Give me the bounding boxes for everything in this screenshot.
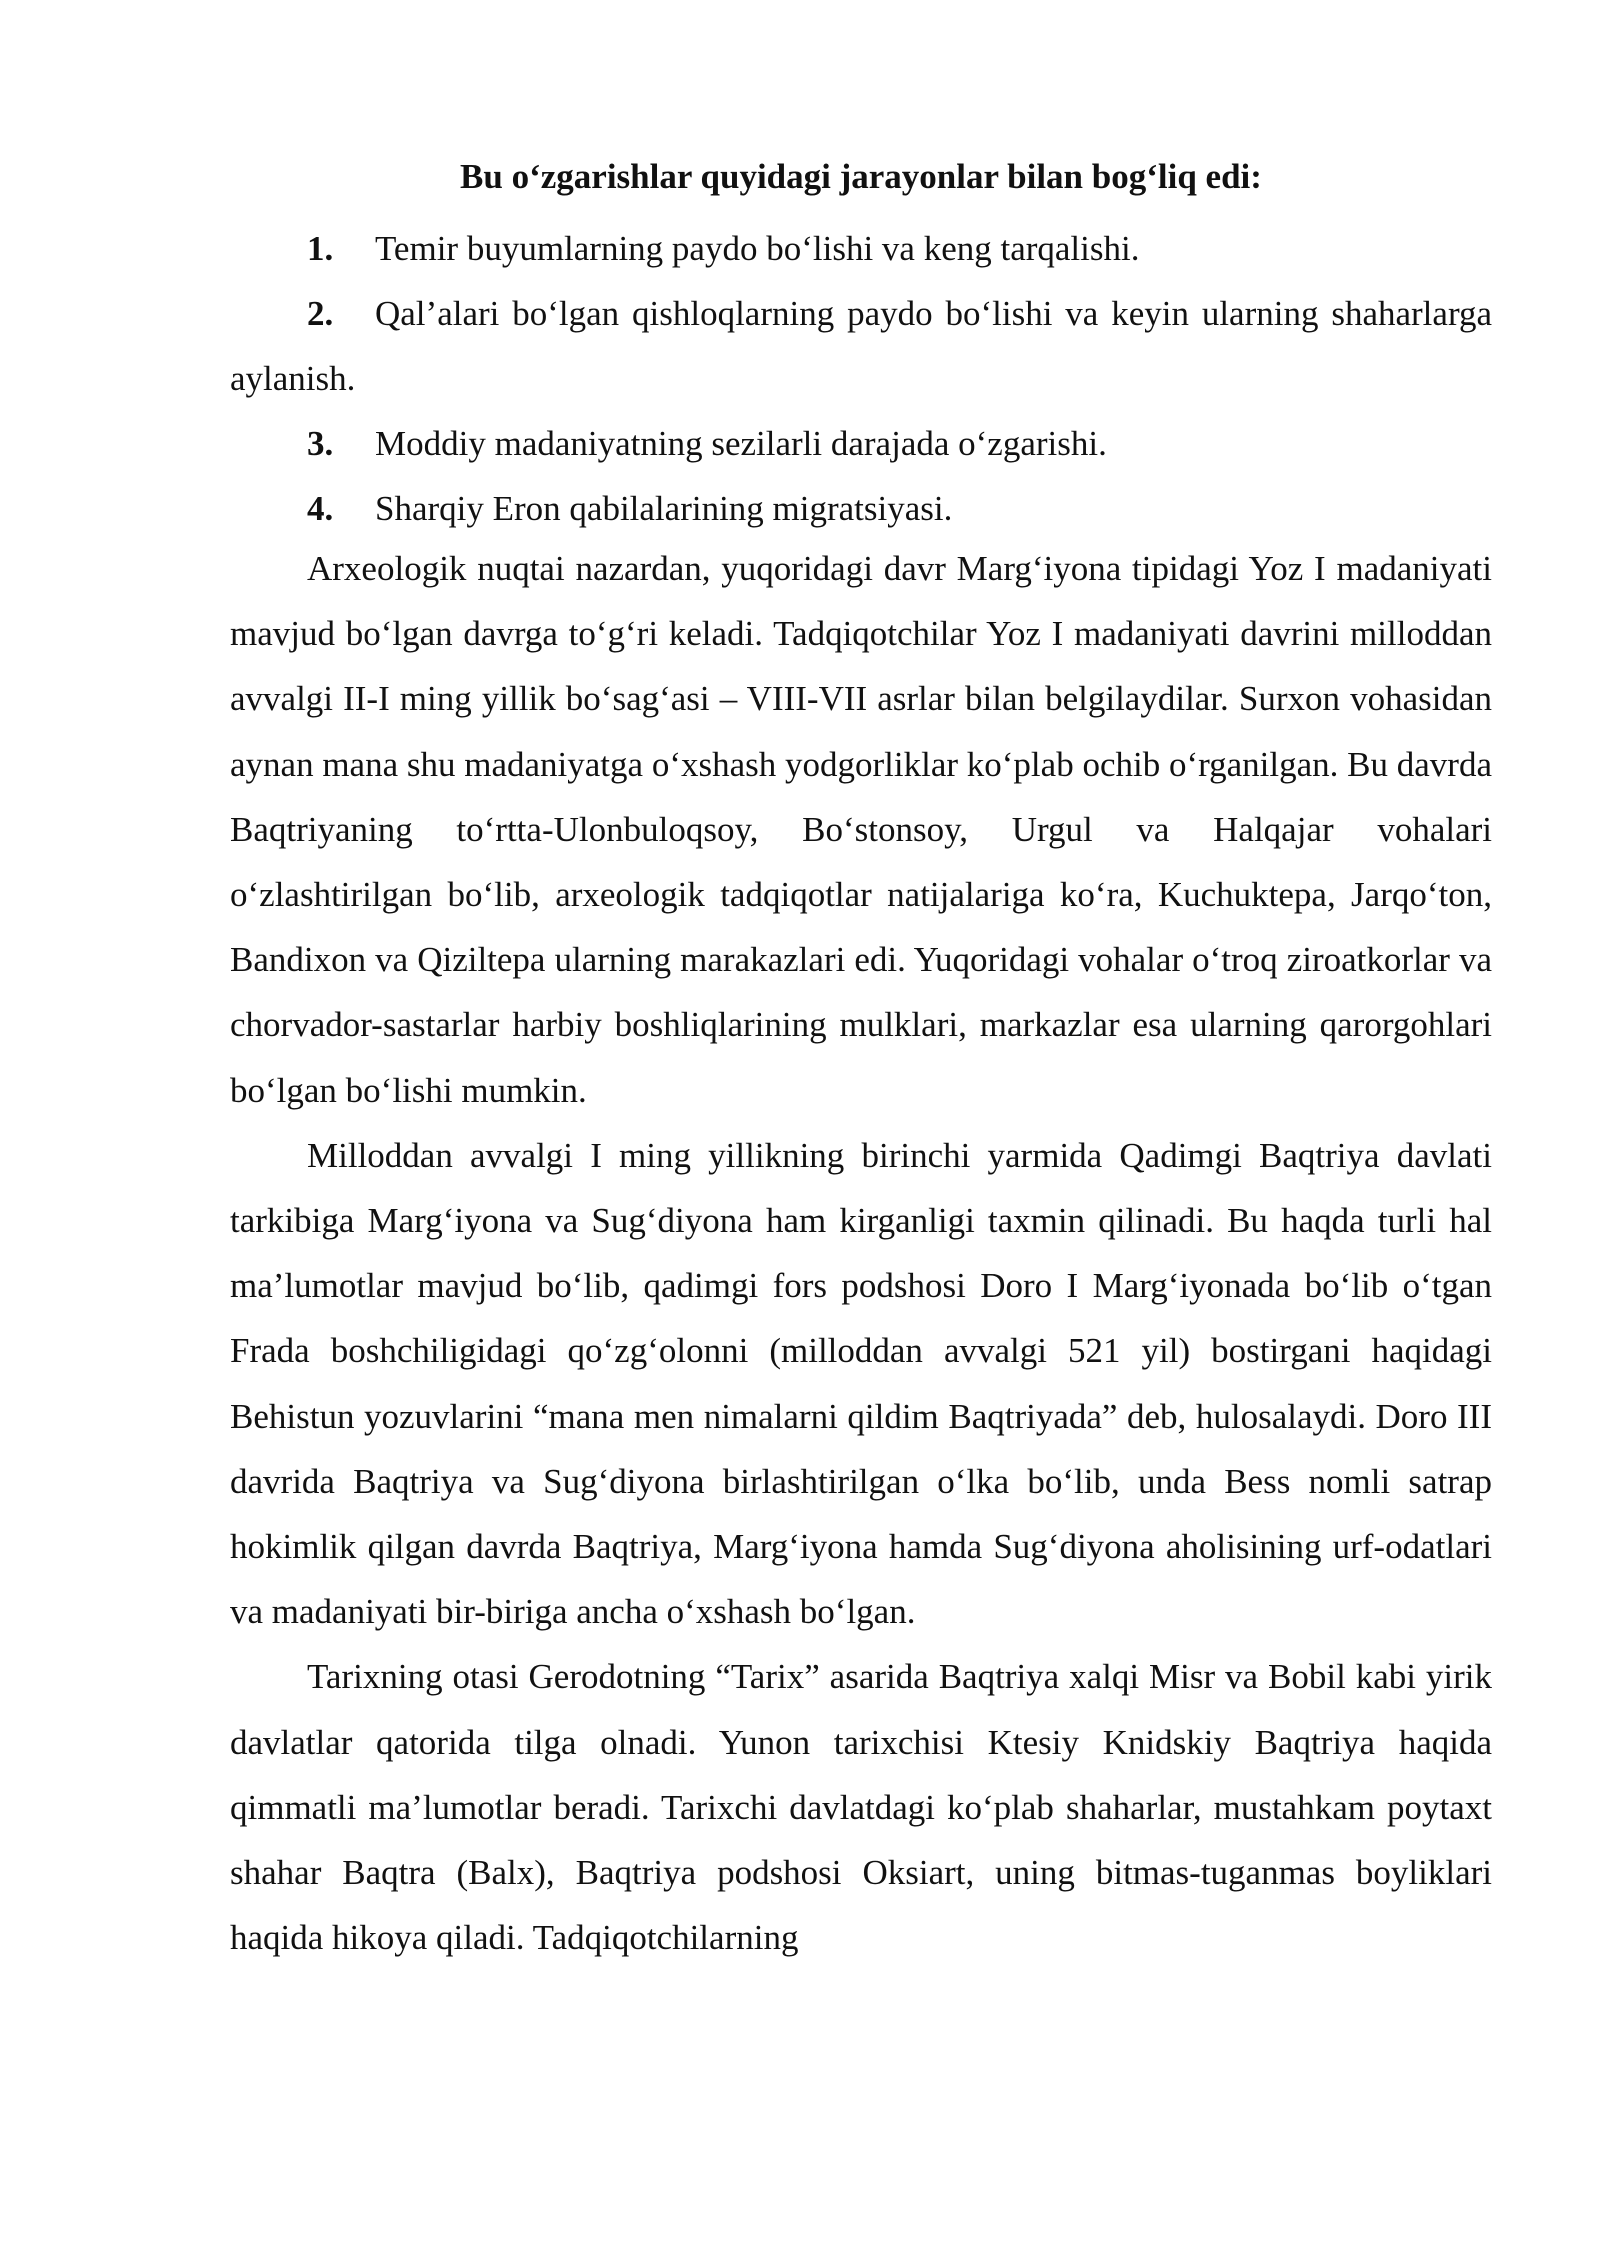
list-number: 3. <box>307 424 334 463</box>
section-heading: Bu o‘zgarishlar quyidagi jarayonlar bilan bog‘liq edi: <box>460 157 1262 196</box>
list-item <box>230 476 1492 541</box>
list-number: 2. <box>307 294 334 333</box>
paragraph-bactria-state: Milloddan avvalgi I ming yillikning birinchi yarmida Qadimgi Baqtriya davlati tarkibiga Marg‘iyona va Sug‘diyona ham kirganligi taxmin qilinadi. Bu haqda turli hal ma’lumotlar mavjud bo‘lib, qadimgi fors podshosi Doro I Marg‘iyonada bo‘lib o‘tgan Frada boshchiligidagi qo‘zg‘olonni (milloddan avvalgi 521 yil) bostirgani haqidagi Behistun yozuvlarini “mana men nimalarni qildim Baqtriyada” deb, hulosalaydi. Doro III davrida Baqtriya va Sug‘diyona birlashtirilgan o‘lka bo‘lib, unda Bess nomli satrap hokimlik qilgan davrda Baqtriya, Marg‘iyona hamda Sug‘diyona aholisining urf-odatlari va madaniyati bir-biriga ancha o‘xshash bo‘lgan. <box>230 1135 1492 1632</box>
list-item <box>230 411 1492 476</box>
paragraph-archaeology: Arxeologik nuqtai nazardan, yuqoridagi davr Marg‘iyona tipidagi Yoz I madaniyati mavjud bo‘lgan davrga to‘g‘ri keladi. Tadqiqotchilar Yoz I madaniyati davrini milloddan avvalgi II-I ming yillik bo‘sag‘asi – VIII-VII asrlar bilan belgilaydilar. Surxon vohasidan aynan mana shu madaniyatga o‘xshash yodgorliklar ko‘plab ochib o‘rganilgan. Bu davrda Baqtriyaning to‘rtta-Ulonbuloqsoy, Bo‘stonsoy, Urgul va Halqajar vohalari o‘zlashtirilgan bo‘lib, arxeologik tadqiqotlar natijalariga ko‘ra, Kuchuktepa, Jarqo‘ton, Bandixon va Qiziltepa ularning marakazlari edi. Yuqoridagi vohalar o‘troq ziroatkorlar va chorvador-sastarlar harbiy boshliqlarining mulklari, markazlar esa ularning qarorgohlari bo‘lgan bo‘lishi mumkin. <box>230 549 1492 1110</box>
list-item-text: Moddiy madaniyatning sezilarli darajada o‘zgarishi. <box>375 424 1107 463</box>
numbered-list <box>230 216 1492 541</box>
list-item-text: Qal’alari bo‘lgan qishloqlarning paydo bo‘lishi va keyin ularning shaharlarga aylanish. <box>230 294 1492 398</box>
list-item-text: Temir buyumlarning paydo bo‘lishi va keng tarqalishi. <box>375 229 1140 268</box>
list-item <box>230 281 1492 411</box>
list-item-text: Sharqiy Eron qabilalarining migratsiyasi. <box>375 489 953 528</box>
list-item <box>230 216 1492 281</box>
list-number: 1. <box>307 229 334 268</box>
body-text <box>230 536 1492 1970</box>
list-number: 4. <box>307 489 334 528</box>
paragraph-herodotus: Tarixning otasi Gerodotning “Tarix” asarida Baqtriya xalqi Misr va Bobil kabi yirik davlatlar qatorida tilga olnadi. Yunon tarixchisi Ktesiy Knidskiy Baqtriya haqida qimmatli ma’lumotlar beradi. Tarixchi davlatdagi ko‘plab shaharlar, mustahkam poytaxt shahar Baqtra (Balx), Baqtriya podshosi Oksiart, uning bitmas-tuganmas boyliklari haqida hikoya qiladi. Tadqiqotchilarning <box>230 1657 1492 1958</box>
